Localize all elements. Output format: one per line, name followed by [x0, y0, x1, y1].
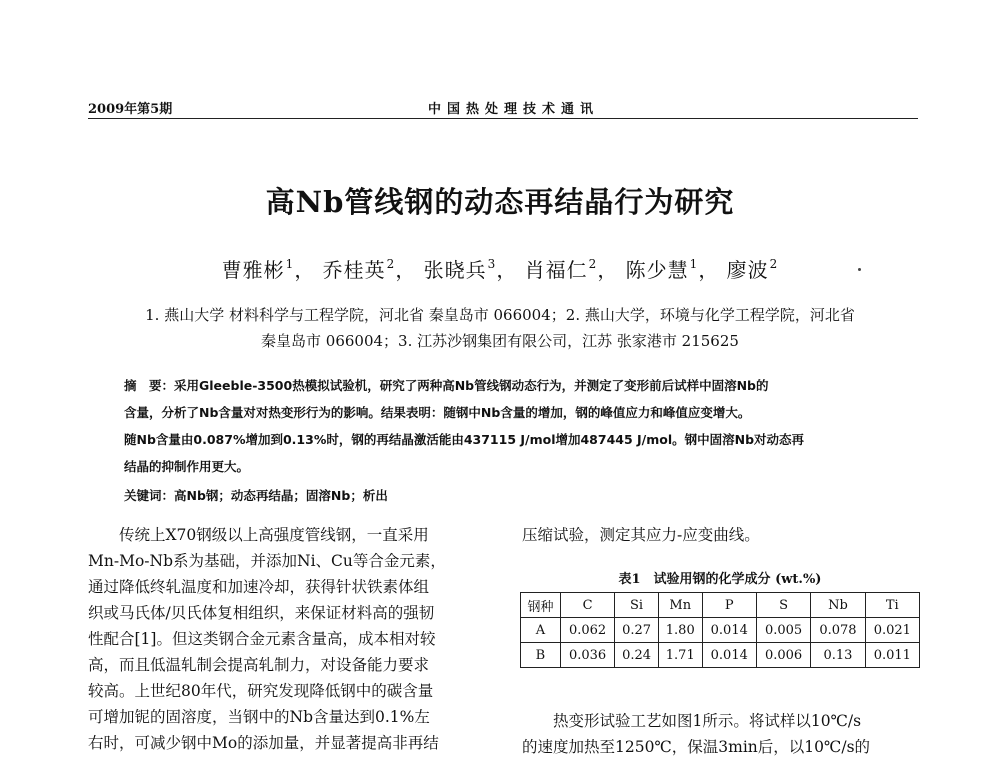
- body-line: 较高。上世纪80年代，研究发现降低钢中的碳含量: [88, 682, 434, 700]
- table-row: [521, 643, 920, 668]
- body-line: 传统上X70钢级以上高强度管线钢，一直采用: [119, 526, 429, 544]
- running-header: [88, 96, 918, 119]
- body-line: 右时，可减少钢中Mo的添加量，并显著提高非再结: [88, 734, 439, 752]
- paper-title: 高Nb管线钢的动态再结晶行为研究: [265, 185, 735, 219]
- body-line: 织或马氏体/贝氏体复相组织，来保证材料高的强韧: [88, 604, 435, 622]
- body-line: 高，而且低温轧制会提高轧制力，对设备能力要求: [88, 656, 430, 674]
- abstract-line: 随Nb含量由0.087%增加到0.13%时，钢的再结晶激活能由437115 J/mol增加487445 J/mol。钢中固溶Nb对动态再: [124, 432, 805, 447]
- author-list: 曹雅彬$^1$， 乔桂英$^2$， 张晓兵$^3$， 肖福仁$^2$， 陈少慧$^1$， 廖波$^2$: [221, 257, 779, 282]
- table-cell: 0.014: [702, 618, 756, 643]
- abstract-line: 摘 要：采用Gleeble-3500热模拟试验机，研究了两种高Nb管线钢动态行为，并测定了变形前后试样中固溶Nb的: [124, 378, 769, 393]
- right-column-body: [522, 708, 922, 760]
- table-header-cell: Nb: [811, 593, 865, 618]
- author: 廖波$^2$: [726, 257, 779, 282]
- author: 肖福仁$^2$: [524, 257, 598, 282]
- keywords: 关键词：高Nb钢；动态再结晶；固溶Nb；析出: [124, 488, 388, 503]
- table-header-cell: P: [702, 593, 756, 618]
- journal-name: 中国热处理技术通讯: [428, 102, 600, 117]
- table-row: [521, 618, 920, 643]
- author: 陈少慧$^1$: [625, 257, 699, 282]
- abstract-line: 结晶的抑制作用更大。: [124, 459, 250, 474]
- table-cell: A: [521, 618, 561, 643]
- issue-label: 2009年第5期: [88, 102, 173, 117]
- table-cell: 0.13: [811, 643, 865, 668]
- table-header-cell: C: [560, 593, 614, 618]
- abstract-line: 含量，分析了Nb含量对对热变形行为的影响。结果表明：随钢中Nb含量的增加，钢的峰值应力和峰值应变增大。: [124, 405, 751, 420]
- table-cell: 0.021: [865, 618, 919, 643]
- author: 张晓兵$^3$: [423, 257, 497, 282]
- table-header-cell: 钢种: [521, 593, 561, 618]
- body-line: 可增加铌的固溶度，当钢中的Nb含量达到0.1%左: [88, 708, 430, 726]
- author: 乔桂英$^2$: [322, 257, 396, 282]
- table-header-cell: S: [756, 593, 810, 618]
- table-cell: 0.27: [615, 618, 659, 643]
- author: 曹雅彬$^1$: [221, 257, 295, 282]
- table-header-cell: Ti: [865, 593, 919, 618]
- table-header-row: [521, 593, 920, 618]
- table-caption: 表1 试验用钢的化学成分 (wt.%): [618, 572, 822, 587]
- body-line: 的速度加热至1250℃，保温3min后，以10℃/s的: [522, 738, 871, 756]
- table-cell: B: [521, 643, 561, 668]
- table-header-cell: Si: [615, 593, 659, 618]
- right-column-text: 压缩试验，测定其应力-应变曲线。: [522, 526, 760, 544]
- left-column-body: [88, 522, 492, 756]
- table-cell: 0.014: [702, 643, 756, 668]
- composition-table: [520, 592, 920, 668]
- table-cell: 0.078: [811, 618, 865, 643]
- affiliation-line: 秦皇岛市 066004；3. 江苏沙钢集团有限公司，江苏 张家港市 215625: [261, 332, 739, 350]
- table-cell: 0.062: [560, 618, 614, 643]
- table-header-cell: Mn: [658, 593, 702, 618]
- table-cell: 0.036: [560, 643, 614, 668]
- table-cell: 0.24: [615, 643, 659, 668]
- body-line: Mn-Mo-Nb系为基础，并添加Ni、Cu等合金元素，: [88, 552, 446, 570]
- affiliations: [80, 302, 920, 354]
- speck-mark: [858, 268, 861, 271]
- body-line: 热变形试验工艺如图1所示。将试样以10℃/s: [553, 712, 862, 730]
- table-cell: 0.011: [865, 643, 919, 668]
- table-cell: 1.71: [658, 643, 702, 668]
- body-line: 性配合[1]。但这类钢合金元素含量高，成本相对较: [88, 630, 436, 648]
- body-line: 通过降低终轧温度和加速冷却，获得针状铁素体组: [88, 578, 430, 596]
- abstract: [124, 372, 884, 480]
- table-cell: 1.80: [658, 618, 702, 643]
- table-cell: 0.005: [756, 618, 810, 643]
- table-cell: 0.006: [756, 643, 810, 668]
- affiliation-line: 1. 燕山大学 材料科学与工程学院，河北省 秦皇岛市 066004；2. 燕山大学，环境与化学工程学院，河北省: [145, 306, 855, 324]
